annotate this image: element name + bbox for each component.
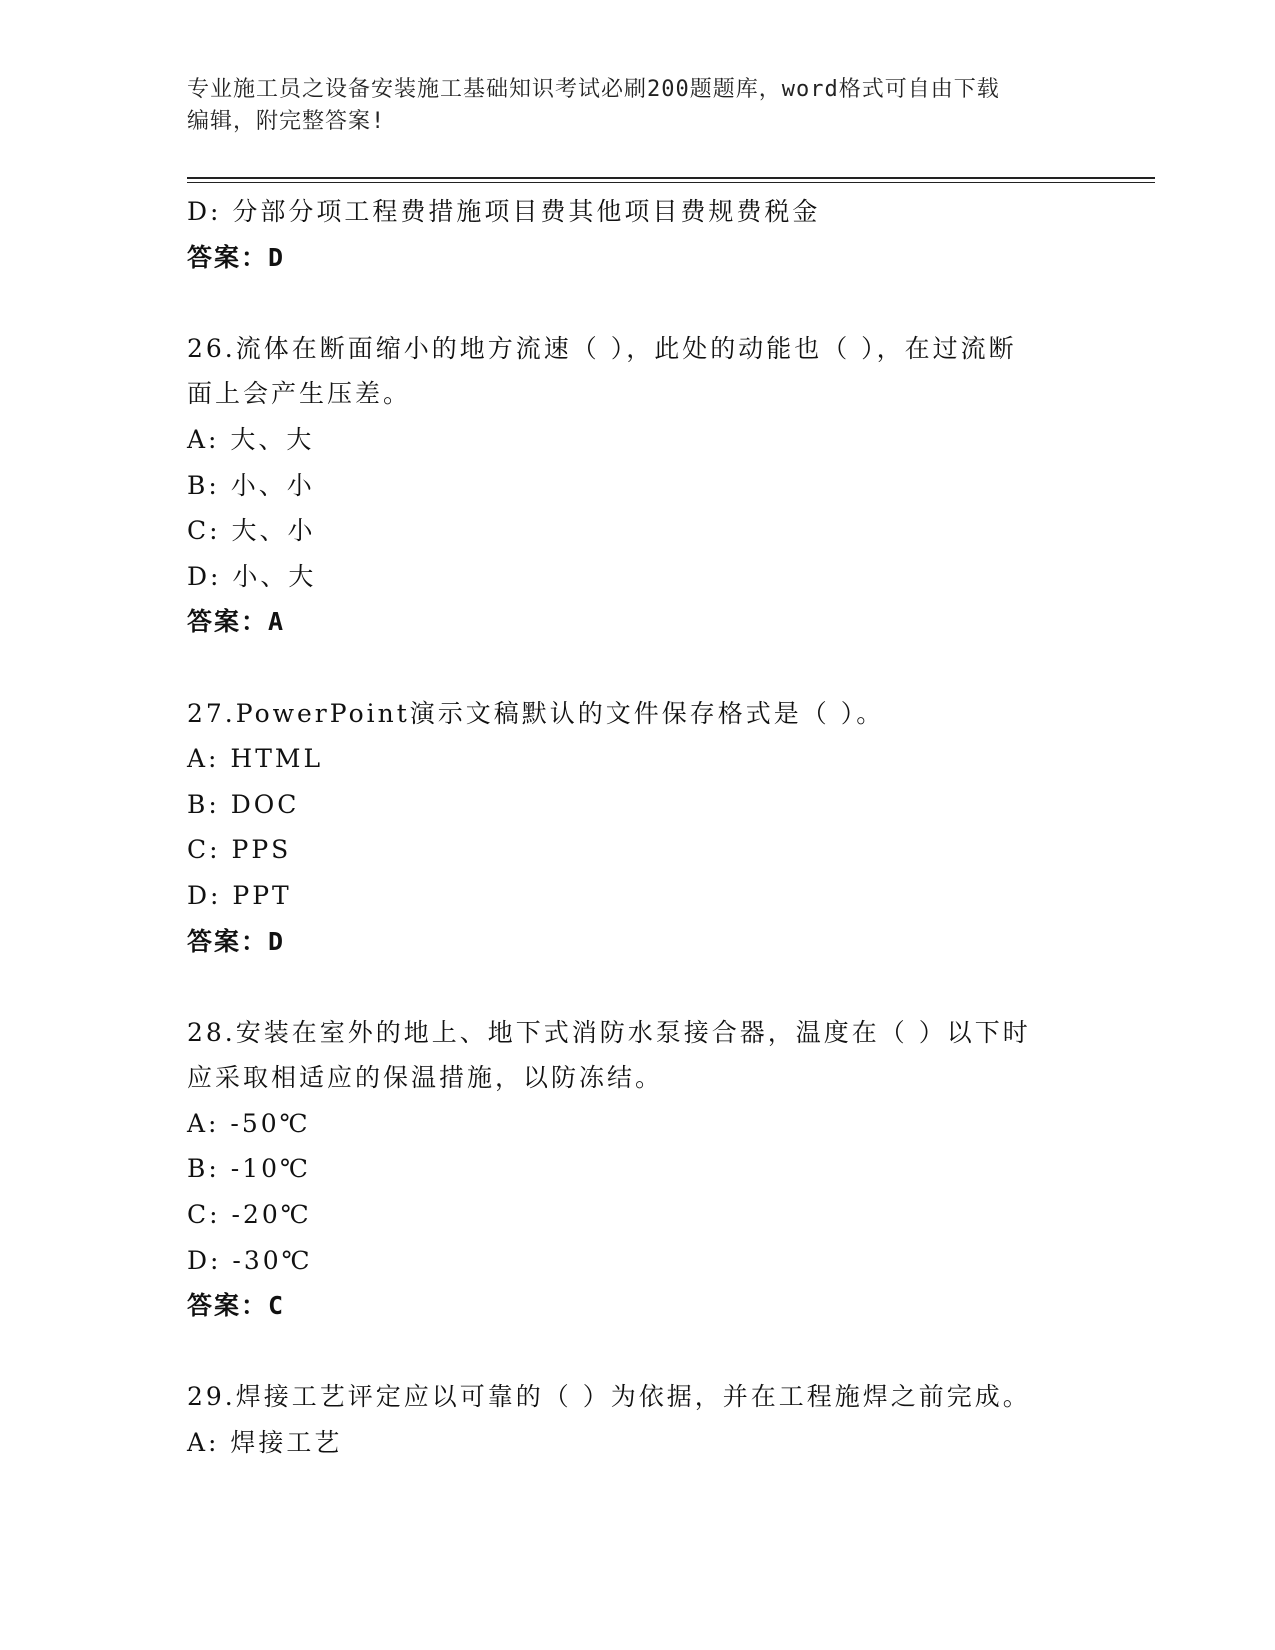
option-d: D: -30℃ [187,1245,313,1275]
spacer [187,964,1067,1010]
header-divider [187,177,1155,179]
option-b: B: DOC [187,789,300,819]
option-c: C: -20℃ [187,1200,312,1230]
option-a: A: HTML [187,744,324,774]
option-a: A: 焊接工艺 [187,1428,343,1458]
question-stem: 29.焊接工艺评定应以可靠的（ ）为依据，并在工程施焊之前完成。 [187,1382,1031,1412]
header-divider-thin [187,182,1155,183]
header-title-line-2: 编辑，附完整答案! [187,109,386,134]
option-a: A: 大、大 [187,424,315,454]
option-c: C: 大、小 [187,516,316,546]
answer-line: 答案：D [187,242,286,272]
answer-line: 答案：A [187,607,286,637]
question-stem: 26.流体在断面缩小的地方流速（ ），此处的动能也（ ），在过流断 [187,333,1017,363]
option-b: B: -10℃ [187,1154,311,1184]
question-29 [187,1374,1067,1465]
option-b: B: 小、小 [187,470,315,500]
spacer [187,280,1067,326]
question-25-tail [187,189,1067,280]
question-list [187,189,1067,1466]
question-stem-continued: 面上会产生压差。 [187,379,412,409]
answer-line: 答案：C [187,1291,286,1321]
option-d: D: 分部分项工程费措施项目费其他项目费规费税金 [187,197,821,226]
option-d: D: PPT [187,880,292,910]
question-stem: 27.PowerPoint演示文稿默认的文件保存格式是（ ）。 [187,698,885,728]
question-stem-continued: 应采取相适应的保温措施，以防冻结。 [187,1063,664,1093]
question-26 [187,326,1067,645]
document-header [187,74,1067,138]
option-d: D: 小、大 [187,561,317,591]
option-c: C: PPS [187,835,292,865]
spacer [187,645,1067,691]
spacer [187,1329,1067,1375]
question-28 [187,1010,1067,1329]
answer-line: 答案：D [187,926,286,956]
question-stem: 28.安装在室外的地上、地下式消防水泵接合器，温度在（ ）以下时 [187,1017,1031,1047]
question-27 [187,691,1067,965]
header-title-line-1: 专业施工员之设备安装施工基础知识考试必刷200题题库，word格式可自由下载 [187,77,1000,102]
option-a: A: -50℃ [187,1108,311,1138]
